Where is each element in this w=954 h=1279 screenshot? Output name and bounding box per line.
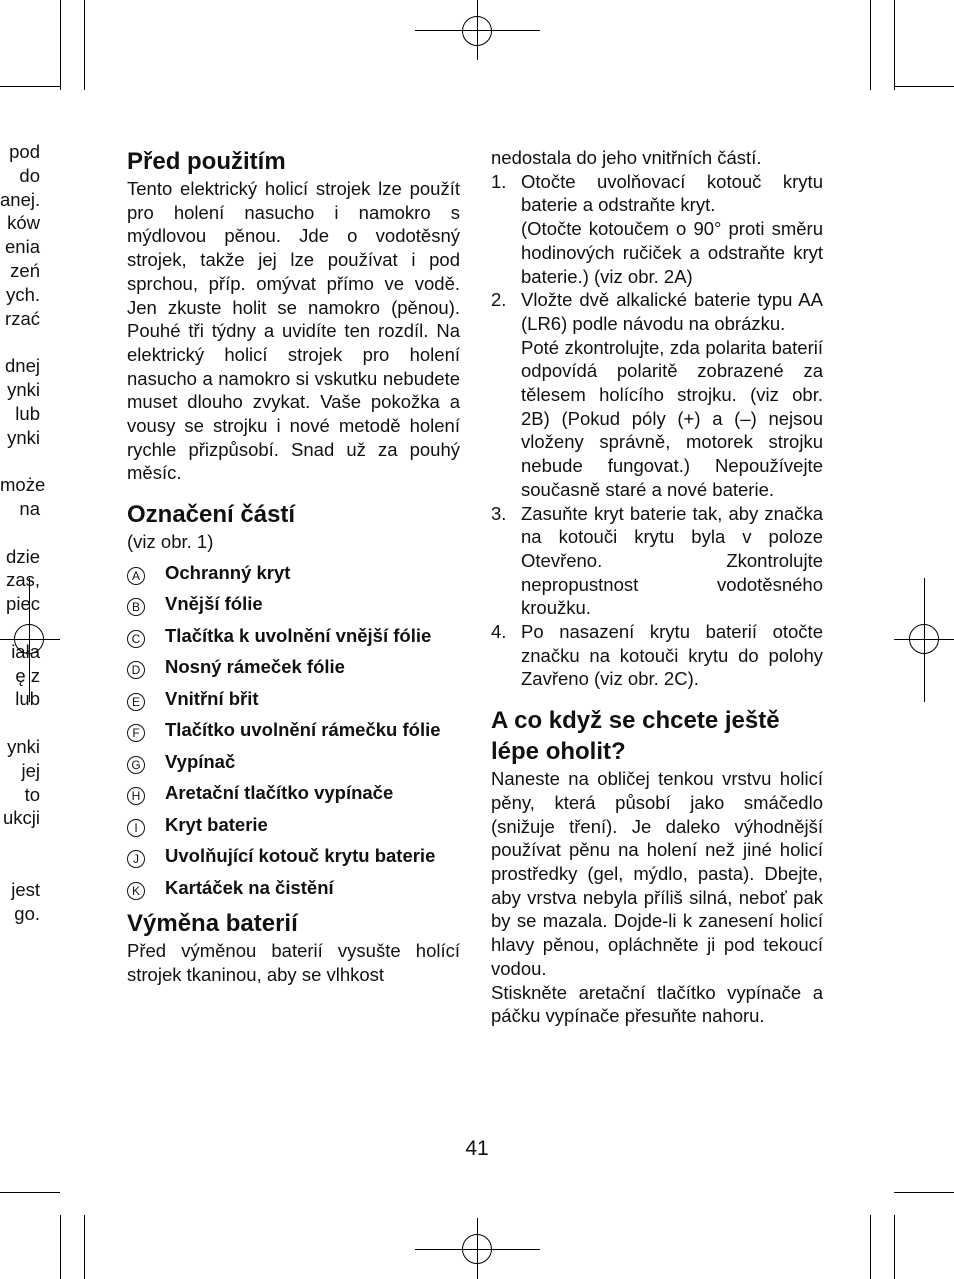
circled-letter-icon: I: [127, 819, 145, 837]
step-note: (Otočte kotoučem o 90° proti směru hodinových ručiček a odstraňte kryt baterie.) (viz obr. 2A): [521, 218, 823, 287]
crop-mark: [60, 0, 61, 90]
before-use-text: Tento elektrický holicí strojek lze použít pro holení nasucho i namokro s mýdlovou pěnou. Jde o vodotěsný strojek, takže jej lze používat i pod sprchou, příp. omývat přímo ve vodě. Jen zkuste holit se namokro (pěnou). Pouhé tři týdny a uvidíte ten rozdíl. Na elektrický holicí strojek pro holení nasucho a namokro si vskutku nebudete muset dlouho zvykat. Vaše pokožka a vousy se strojku i nové metodě holení rychle přizpůsobí. Snad už za pouhý měsíc.: [127, 178, 460, 484]
circled-letter-icon: F: [127, 724, 145, 742]
circled-letter-icon: H: [127, 787, 145, 805]
part-marker: [127, 625, 165, 647]
bleed-line: [0, 854, 40, 878]
part-marker: [127, 688, 165, 710]
bleed-line: lub: [15, 688, 40, 710]
bleed-line: [0, 449, 40, 473]
step-text: Vložte dvě alkalické baterie typu AA (LR6) podle návodu na obrázku. Poté zkontrolujte, zda polarita baterií odpovídá polaritě zobrazené za tělesem holícího strojku. (viz obr. 2B) (Pokud póly (+) a (–) nejsou vloženy správně, motorek strojku nebude fungovat.) Nepoužívejte současně staré a nové baterie.: [521, 289, 823, 500]
left-column: [127, 146, 460, 987]
part-marker: [127, 751, 165, 773]
step-number: 2.: [491, 289, 507, 311]
part-item: [127, 782, 460, 804]
bleed-line: może: [0, 474, 46, 496]
bleed-line: lub: [15, 402, 40, 424]
bleed-line: jest: [11, 878, 40, 900]
part-label: Aretační tlačítko vypínače: [165, 782, 394, 804]
part-marker: [127, 845, 165, 867]
bleed-line: go.: [14, 902, 40, 924]
part-item: [127, 877, 460, 899]
better-shave-text: Naneste na obličej tenkou vrstvu holicí pěny, která působí jako smáčedlo (snižuje tření). Je daleko výhodnější používat pěnu na holení než jiné holicí prostředky (gel, mýdlo, pasta). Dbejte, aby vrstva nebyla příliš silná, neboť pak by se mazala. Dojde-li k zanesení holicí hlavy pěnou, opláchněte ji pod tekoucí vodou.: [491, 768, 823, 979]
part-item: [127, 814, 460, 836]
bleed-line: [0, 830, 40, 854]
part-label: Tlačítko uvolnění rámečku fólie: [165, 719, 441, 741]
crop-mark: [894, 1192, 954, 1193]
bleed-line: to: [24, 783, 40, 805]
part-item: [127, 688, 460, 710]
bleed-line: enia: [5, 236, 40, 258]
bleed-line: [0, 330, 40, 354]
part-marker: [127, 719, 165, 741]
crop-mark: [84, 0, 85, 90]
circled-letter-icon: C: [127, 630, 145, 648]
bleed-line: dnej: [5, 355, 40, 377]
crop-mark: [60, 1215, 61, 1279]
circled-letter-icon: K: [127, 882, 145, 900]
step-number: 4.: [491, 621, 507, 643]
bleed-line: zeń: [10, 259, 40, 281]
parts-heading: Označení částí: [127, 501, 296, 529]
part-marker: [127, 656, 165, 678]
part-item: [127, 751, 460, 773]
part-item: [127, 625, 460, 647]
step-number: 3.: [491, 502, 507, 524]
part-marker: [127, 877, 165, 899]
crop-mark: [870, 1215, 871, 1279]
better-shave-heading: A co když se chcete ještě lépe oholit?: [491, 707, 780, 766]
bleed-line: rzać: [5, 307, 40, 329]
battery-steps: [491, 170, 823, 691]
part-label: Kartáček na čistění: [165, 876, 334, 898]
step-text: Po nasazení krytu baterií otočte značku na kotouči krytu do polohy Zavřeno (viz obr. 2C).: [521, 621, 823, 690]
bleed-line: [0, 521, 40, 545]
part-item: [127, 719, 460, 741]
battery-intro: Před výměnou baterií vysušte holící strojek tkaninou, aby se vlhkost: [127, 940, 460, 986]
part-label: Nosný rámeček fólie: [165, 656, 345, 678]
circled-letter-icon: D: [127, 661, 145, 679]
right-column: [491, 146, 823, 1028]
circled-letter-icon: B: [127, 598, 145, 616]
better-shave-text-2: Stiskněte aretační tlačítko vypínače a páčku vypínače přesuňte nahoru.: [491, 981, 823, 1027]
step-text: Zasuňte kryt baterie tak, aby značka na kotouči krytu byla v poloze Otevřeno. Zkontrolujte nepropustnost vodotěsného kroužku.: [521, 502, 823, 619]
registration-target-icon: [909, 624, 939, 654]
part-label: Ochranný kryt: [165, 561, 291, 583]
battery-step: [491, 170, 823, 289]
crop-mark: [0, 86, 60, 87]
bleed-line: ych.: [6, 283, 40, 305]
bleed-line: ynki: [7, 378, 40, 400]
part-marker: [127, 782, 165, 804]
part-label: Vnější fólie: [165, 593, 263, 615]
part-item: [127, 656, 460, 678]
crop-mark: [894, 1215, 895, 1279]
step-note: Poté zkontrolujte, zda polarita baterií odpovídá polaritě zobrazené za tělesem holícího strojku. (viz obr. 2B) (Pokud póly (+) a (–) nejsou vloženy správně, motorek strojku nebude fungovat.) Nepoužívejte současně staré a nové baterie.: [521, 336, 823, 500]
bleed-line: ynki: [7, 735, 40, 757]
bleed-line: ę z: [15, 664, 40, 686]
circled-letter-icon: G: [127, 756, 145, 774]
page-number: 41: [465, 1137, 489, 1160]
part-item: [127, 845, 460, 867]
before-use-heading: Před použitím: [127, 148, 286, 175]
bleed-line: zas,: [6, 569, 40, 591]
bleed-line: na: [19, 497, 40, 519]
circled-letter-icon: J: [127, 850, 145, 868]
parts-subtitle: (viz obr. 1): [127, 531, 214, 553]
circled-letter-icon: E: [127, 693, 145, 711]
part-item: [127, 562, 460, 584]
bleed-line: pod: [9, 141, 40, 162]
crop-mark: [870, 0, 871, 90]
bleed-line: ków: [7, 212, 40, 234]
step-text: Otočte uvolňovací kotouč krytu baterie a odstraňte kryt. (Otočte kotoučem o 90° proti směru hodinových ručiček a odstraňte kryt baterie.) (viz obr. 2A): [521, 170, 823, 287]
bleed-line: iała: [11, 640, 40, 662]
parts-list: [127, 562, 460, 899]
part-label: Vnitřní břit: [165, 687, 259, 709]
battery-heading: Výměna baterií: [127, 910, 298, 938]
crop-mark: [894, 86, 954, 87]
crop-mark: [894, 0, 895, 90]
bleed-line: ukcji: [2, 807, 40, 829]
battery-intro-continued: nedostala do jeho vnitřních částí.: [491, 147, 762, 168]
previous-page-bleed: [0, 140, 46, 925]
bleed-line: [0, 711, 40, 735]
crop-mark: [84, 1215, 85, 1279]
battery-step: [491, 502, 823, 621]
bleed-line: piec: [6, 593, 40, 615]
part-marker: [127, 814, 165, 836]
battery-step: [491, 288, 823, 501]
battery-step: [491, 620, 823, 691]
part-label: Vypínač: [165, 750, 236, 772]
bleed-line: dzie: [6, 545, 40, 567]
part-label: Kryt baterie: [165, 813, 268, 835]
part-marker: [127, 562, 165, 584]
part-label: Tlačítka k uvolnění vnější fólie: [165, 624, 432, 646]
registration-target-icon: [462, 16, 492, 46]
bleed-line: do: [19, 164, 40, 186]
bleed-line: ynki: [7, 426, 40, 448]
bleed-line: anej.: [0, 188, 41, 210]
registration-target-icon: [462, 1234, 492, 1264]
step-number: 1.: [491, 170, 507, 192]
bleed-line: [0, 616, 40, 640]
part-label: Uvolňující kotouč krytu baterie: [165, 845, 436, 867]
crop-mark: [0, 1192, 60, 1193]
bleed-line: jej: [21, 759, 40, 781]
part-marker: [127, 593, 165, 615]
part-item: [127, 593, 460, 615]
circled-letter-icon: A: [127, 567, 145, 585]
